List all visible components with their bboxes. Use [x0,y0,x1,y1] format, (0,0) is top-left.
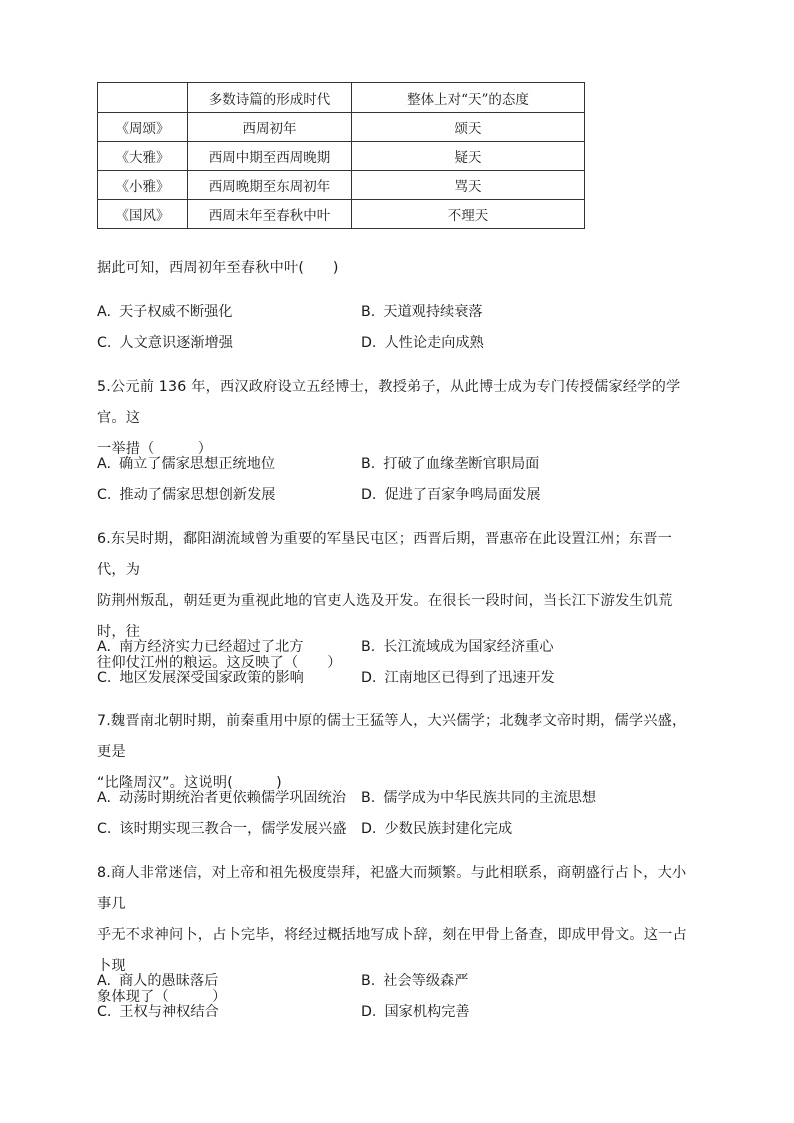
option-text: 商人的愚昧落后 [118,973,219,989]
option-letter: C. [97,821,112,837]
question-7-option-b[interactable] [361,788,596,808]
option-letter: A. [97,790,111,806]
option-letter: D. [361,335,377,351]
option-text: 长江流域成为国家经济重心 [383,639,554,655]
option-text: 儒学成为中华民族共同的主流思想 [383,790,597,806]
stem-line: 防荆州叛乱，朝廷更为重视此地的官吏人选及开发。在很长一段时间，当长江下游发生饥荒时，往 [97,593,673,640]
stem-line: 6.东吴时期，鄱阳湖流域曾为重要的军垦民屯区；西晋后期，晋惠帝在此设置江州；东晋一代，为 [97,531,673,578]
option-letter: D. [361,1004,377,1020]
table-cell: 西周初年 [188,113,352,142]
question-4-option-a[interactable] [97,302,232,322]
table-cell: 不理天 [352,200,585,229]
option-text: 人性论走向成熟 [384,335,484,351]
option-text: 天子权威不断强化 [118,304,233,320]
table-cell: 骂天 [352,171,585,200]
option-letter: B. [361,973,376,989]
option-letter: A. [97,639,111,655]
table-header-cell: 整体上对“天”的态度 [352,83,585,113]
question-4-stem: 据此可知，西周初年至春秋中叶( ) [97,260,339,276]
question-8-option-a[interactable] [97,971,218,991]
option-letter: B. [361,790,376,806]
stem-line: 8.商人非常迷信，对上帝和祖先极度崇拜，祀盛大而频繁。与此相联系，商朝盛行占卜，大小事几 [97,865,687,912]
stem-line: “比隆周汉”。这说明( ) [97,775,282,791]
option-letter: C. [97,335,112,351]
question-4-option-c[interactable] [97,333,233,353]
table-cell: 西周中期至西周晚期 [188,142,352,171]
table-cell: 疑天 [352,142,585,171]
question-5-option-d[interactable] [361,485,541,505]
option-letter: A. [97,456,111,472]
question-4-option-d[interactable] [361,333,484,353]
option-letter: B. [361,639,376,655]
option-text: 人文意识逐渐增强 [119,335,233,351]
option-text: 天道观持续衰落 [383,304,483,320]
table-header-cell: 多数诗篇的形成时代 [188,83,352,113]
stem-line: 5.公元前 136 年，西汉政府设立五经博士，教授弟子，从此博士成为专门传授儒家经学的学官。这 [97,379,681,426]
table-header-row [98,83,585,113]
question-6-option-a[interactable] [97,637,303,657]
stem-line: 7.魏晋南北朝时期，前秦重用中原的儒士王猛等人，大兴儒学；北魏孝文帝时期，儒学兴盛，更是 [97,713,687,760]
table-row [98,200,585,229]
option-letter: A. [97,304,111,320]
question-5-option-a[interactable] [97,454,275,474]
table-row [98,142,585,171]
poem-era-table [97,82,585,229]
option-text: 动荡时期统治者更依赖儒学巩固统治 [118,790,346,806]
option-text: 促进了百家争鸣局面发展 [384,487,541,503]
table-cell: 《大雅》 [98,142,188,171]
option-text: 社会等级森严 [383,973,469,989]
option-text: 确立了儒家思想正统地位 [118,456,276,472]
stem-line: 一举措（ ） [97,441,213,457]
question-5-option-c[interactable] [97,485,276,505]
question-8-option-d[interactable] [361,1002,470,1022]
table-header-cell [98,83,188,113]
table-cell: 西周末年至春秋中叶 [188,200,352,229]
option-letter: D. [361,821,377,837]
table-cell: 西周晚期至东周初年 [188,171,352,200]
question-4-option-b[interactable] [361,302,483,322]
option-text: 王权与神权结合 [119,1004,219,1020]
option-letter: B. [361,456,376,472]
option-text: 地区发展深受国家政策的影响 [119,670,304,686]
option-letter: C. [97,1004,112,1020]
table-cell: 《小雅》 [98,171,188,200]
question-8-option-b[interactable] [361,971,468,991]
option-text: 国家机构完善 [384,1004,470,1020]
question-6-option-b[interactable] [361,637,554,657]
stem-line: 往仰仗江州的粮运。这反映了（ ） [97,655,342,671]
option-letter: C. [97,487,112,503]
table-cell: 《周颂》 [98,113,188,142]
stem-line: 象体现了（ ） [97,989,227,1005]
question-7-option-d[interactable] [361,819,512,839]
option-text: 江南地区已得到了迅速开发 [384,670,555,686]
table-cell: 颂天 [352,113,585,142]
option-letter: D. [361,487,377,503]
question-7-option-c[interactable] [97,819,346,839]
option-text: 推动了儒家思想创新发展 [119,487,276,503]
question-6-option-c[interactable] [97,668,304,688]
question-8-option-c[interactable] [97,1002,219,1022]
option-text: 少数民族封建化完成 [384,821,513,837]
question-6-option-d[interactable] [361,668,555,688]
option-letter: B. [361,304,376,320]
option-text: 该时期实现三教合一，儒学发展兴盛 [119,821,347,837]
option-letter: C. [97,670,112,686]
option-text: 南方经济实力已经超过了北方 [118,639,304,655]
table-cell: 《国风》 [98,200,188,229]
stem-line: 乎无不求神问卜，占卜完毕，将经过概括地写成卜辞，刻在甲骨上备查，即成甲骨文。这一占卜现 [97,927,687,974]
option-letter: A. [97,973,111,989]
question-7-option-a[interactable] [97,788,346,808]
option-letter: D. [361,670,377,686]
question-5-option-b[interactable] [361,454,539,474]
question-5-stem [97,372,697,465]
option-text: 打破了血缘垄断官职局面 [383,456,540,472]
table-row [98,113,585,142]
table-row [98,171,585,200]
question-7-stem [97,706,697,799]
